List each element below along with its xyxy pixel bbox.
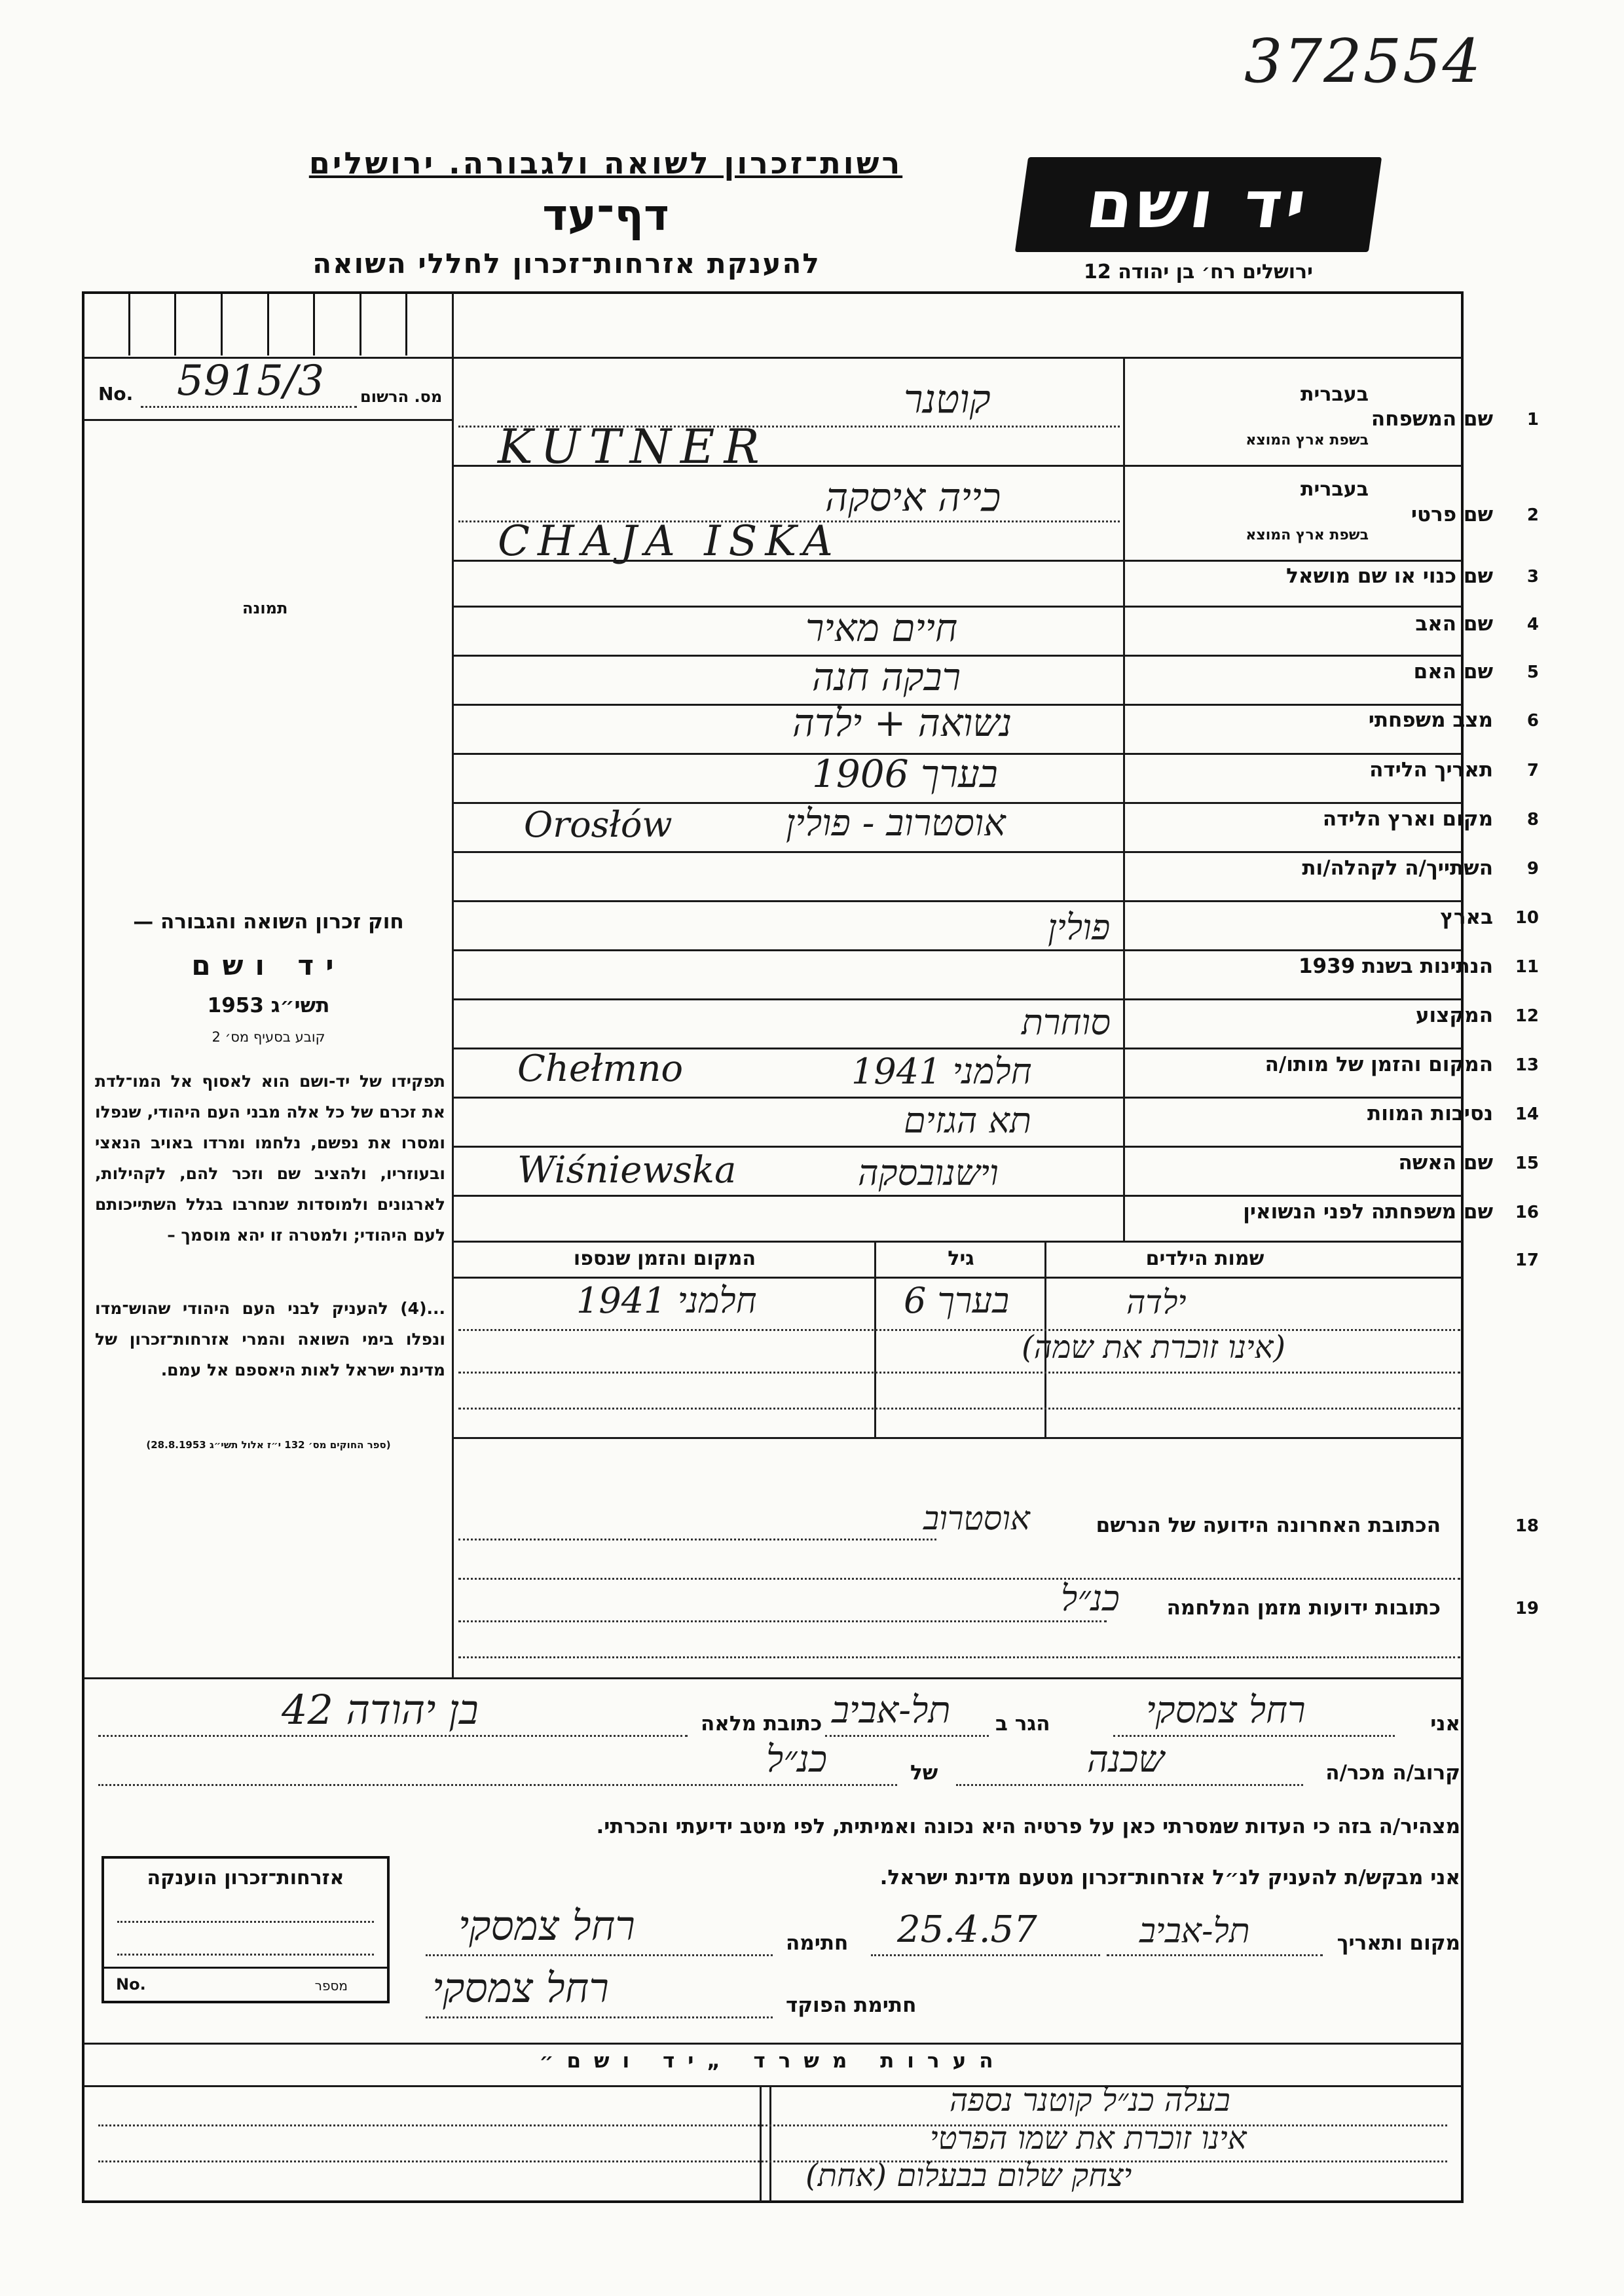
value-death-circumstances: תא הגזים (904, 1100, 1031, 1141)
law-text-2: ...(4) להעניק לבני העם היהודי שהוש־מדו ונפלו בימי השואה והמרי אזרחות־זכרון של מדינת ישראל לאות היאספם אל עמם. (95, 1299, 445, 1379)
child-1-age: 6 בערך (904, 1280, 1010, 1321)
label-father-name: שם האב (1415, 612, 1493, 636)
registration-label: מס. הרשום (360, 388, 443, 406)
label-last-address: הכתובת האחרונה הידועה של הנרשם (1096, 1514, 1441, 1537)
decl-officer-label: חתימת הפוקד (786, 1994, 917, 2017)
num-birth-place: 8 (1526, 810, 1539, 829)
office-note-2: אינו זוכרת את שמו הפרטי (930, 2120, 1247, 2157)
value-first-name-he: כייה איסקה (825, 475, 1001, 520)
num-maiden-name: 16 (1515, 1203, 1539, 1222)
sub-label-origin-1: בשפת ארץ המוצא (1246, 432, 1369, 448)
label-country: בארץ (1440, 905, 1493, 929)
decl-officer-signature: רחל צמסקי (432, 1964, 609, 2012)
decl-place: תל-אביב (1139, 1912, 1250, 1951)
label-mother-name: שם האם (1413, 660, 1493, 683)
label-death-circumstances: נסיבות המוות (1367, 1102, 1493, 1125)
decl-of-label: של (910, 1761, 938, 1785)
children-col-names: שמות הילדים (1145, 1247, 1264, 1270)
num-death-place-time: 13 (1515, 1055, 1539, 1075)
decl-signature-label: חתימה (786, 1931, 849, 1955)
law-clause: קובע בסעיף מס׳ 2 (212, 1029, 325, 1045)
label-nickname: שם כנוי או שם מושאל (1286, 564, 1493, 588)
form-title: דף־עד (542, 190, 669, 240)
law-name: יד ושם (191, 949, 346, 981)
child-1-name: ילדה (1126, 1283, 1187, 1321)
num-last-address: 18 (1515, 1516, 1539, 1536)
logo-address: ירושלים רח׳ בן יהודה 12 (1084, 261, 1313, 283)
office-note-3: יצחק שלום בבעלום (אחת) (805, 2157, 1132, 2194)
logo-text: יד ושם (1082, 166, 1315, 243)
num-country: 10 (1515, 908, 1539, 928)
decl-address-label: כתובת מלאה (701, 1712, 822, 1736)
decl-address: בן יהודה 42 (282, 1686, 479, 1734)
law-text: תפקידו של יד-ושם הוא לאסוף אל המו־לדת את זכרם של כל אלה מבני העם היהודי, שנפלו ומסרו את נפשם, נלחמו ומרדו באויב הנאצי ובעוזריו, ולהציב שם וזכר להם, לקהילות, לארגונים ולמוסדות שנחרבו בגלל השתייכותם לעם היהודי; ולמטרה זו יהא מוסמך – (95, 1072, 445, 1245)
num-family-name: 1 (1526, 410, 1539, 429)
label-war-addresses: כתובות ידועות מזמן המלחמה (1166, 1596, 1441, 1620)
form-subtitle: להענקת אזרחות־זכרון לחללי השואה (312, 247, 821, 280)
sub-label-origin-2: בשפת ארץ המוצא (1246, 527, 1369, 543)
num-father-name: 4 (1526, 615, 1539, 634)
value-marital-status: נשואה + ילדה (792, 701, 1012, 745)
award-box-no-label: No. (116, 1975, 146, 1994)
decl-resides-label: הגר ב (995, 1712, 1050, 1736)
num-children: 17 (1515, 1250, 1539, 1270)
num-marital-status: 6 (1526, 711, 1539, 731)
decl-relative-label: קרוב/ה מכר/ה (1325, 1761, 1460, 1785)
decl-city: תל-אביב (832, 1689, 951, 1732)
value-family-name-origin: KUTNER (498, 419, 769, 474)
children-col-age: גיל (948, 1247, 974, 1270)
label-marital-status: מצב משפחתי (1368, 708, 1493, 732)
award-box-title: אזרחות־זכרון הוענקה (147, 1867, 344, 1889)
office-note-1: בעלה כנ״ל קוטנר נספה (950, 2082, 1230, 2119)
num-first-name: 2 (1526, 505, 1539, 525)
value-wife-name: וישנובסקה (858, 1152, 999, 1194)
notes-top-line (84, 2043, 1462, 2045)
label-birth-date: תאריך הלידה (1369, 758, 1493, 782)
child-2-name: (אינו זוכרת את שמה) (1022, 1329, 1286, 1366)
child-1-place: חלמני 1941 (576, 1280, 757, 1321)
law-title: חוק זכרון השואה והגבורה — (133, 910, 404, 934)
yad-vashem-logo (1015, 157, 1382, 252)
award-box (101, 1856, 390, 2003)
photo-label: תמונה (242, 599, 288, 617)
decl-of-value: כנ״ל (766, 1738, 828, 1781)
award-box-number-label: מספר (314, 1978, 348, 1994)
decl-name: רחל צמסקי (1146, 1689, 1306, 1732)
children-col-place: המקום והזמן שנספו (573, 1247, 756, 1270)
value-mother-name: רבקה חנה (812, 655, 961, 699)
num-citizenship-1939: 11 (1515, 957, 1539, 977)
label-occupation: המקצוע (1415, 1004, 1493, 1027)
decl-ani: אני (1430, 1712, 1460, 1736)
label-maiden-name: שם משפחתה לפני הנשואין (1243, 1200, 1493, 1224)
sub-label-hebrew-2: בעברית (1301, 478, 1369, 501)
decl-request: אני מבקש/ת להעניק לנ״ל אזרחות־זכרון מטעם מדינת ישראל. (879, 1866, 1460, 1889)
decl-date: 25.4.57 (897, 1908, 1037, 1951)
left-column-divider (452, 293, 454, 1677)
archive-number: 372554 (1244, 26, 1483, 96)
num-occupation: 12 (1515, 1006, 1539, 1026)
value-family-name-he: קוטנר (904, 376, 991, 422)
decl-relation: שכנה (1087, 1738, 1165, 1781)
value-death-place-time: חלמני 1941 (851, 1051, 1032, 1092)
law-citation: (ספר החוקים מס׳ 132 י״ז אלול תשי״ג 28.8.1953) (146, 1439, 391, 1451)
num-birth-date: 7 (1526, 761, 1539, 780)
value-occupation: סוחרת (1022, 1002, 1111, 1043)
label-first-name: שם פרטי (1411, 503, 1493, 526)
label-wife-name: שם האשה (1398, 1151, 1493, 1175)
sub-label-hebrew-1: בעברית (1301, 383, 1369, 406)
org-line: רשות־זכרון לשואה ולגבורה. ירושלים (308, 145, 903, 181)
value-father-name: חיים מאיר (805, 606, 958, 650)
num-community: 9 (1526, 859, 1539, 879)
value-country: פולין (1048, 907, 1111, 948)
label-citizenship-1939: הנתינות בשנת 1939 (1298, 955, 1493, 978)
label-community: השתייך/ה לקהלה/ות (1302, 856, 1493, 880)
decl-signature: רחל צמסקי (458, 1902, 635, 1950)
office-notes-title: הערות משרד „יד ושם״ (539, 2049, 1006, 2073)
registration-number: 5915/3 (177, 357, 325, 405)
value-first-name-origin: CHAJA ISKA (498, 517, 841, 566)
value-birth-date: 1906 בערך (812, 752, 998, 796)
value-death-place-latin: Chełmno (517, 1048, 684, 1090)
value-wife-name-latin: Wiśniewska (517, 1149, 737, 1192)
value-war-addresses: כנ״ל (1061, 1578, 1120, 1619)
value-birth-place: אוסטרוב - פולין (786, 802, 1006, 845)
decl-place-date-label: מקום ותאריך (1337, 1931, 1460, 1955)
num-war-addresses: 19 (1515, 1599, 1539, 1618)
law-year: תשי״ג 1953 (207, 994, 330, 1017)
declaration-top-line (84, 1677, 1462, 1679)
num-nickname: 3 (1526, 567, 1539, 587)
top-left-boxes (84, 293, 452, 355)
num-mother-name: 5 (1526, 663, 1539, 682)
label-family-name: שם המשפחה (1371, 407, 1493, 431)
label-death-place-time: המקום והזמן של מותו/ה (1264, 1053, 1493, 1076)
value-birth-place-latin: Orosłów (524, 804, 673, 845)
label-birth-place: מקום וארץ הלידה (1322, 807, 1493, 831)
label-column-divider (1123, 357, 1125, 1241)
num-death-circumstances: 14 (1515, 1104, 1539, 1124)
registration-no-label: No. (98, 383, 134, 405)
decl-statement: מצהיר/ה בזה כי העדות שמסרתי כאן על פרטיה היא נכונה ואמיתית, לפי מיטב ידיעתי והכרתי. (596, 1815, 1460, 1838)
value-last-address: אוסטרוב (923, 1499, 1030, 1537)
num-wife-name: 15 (1515, 1154, 1539, 1173)
